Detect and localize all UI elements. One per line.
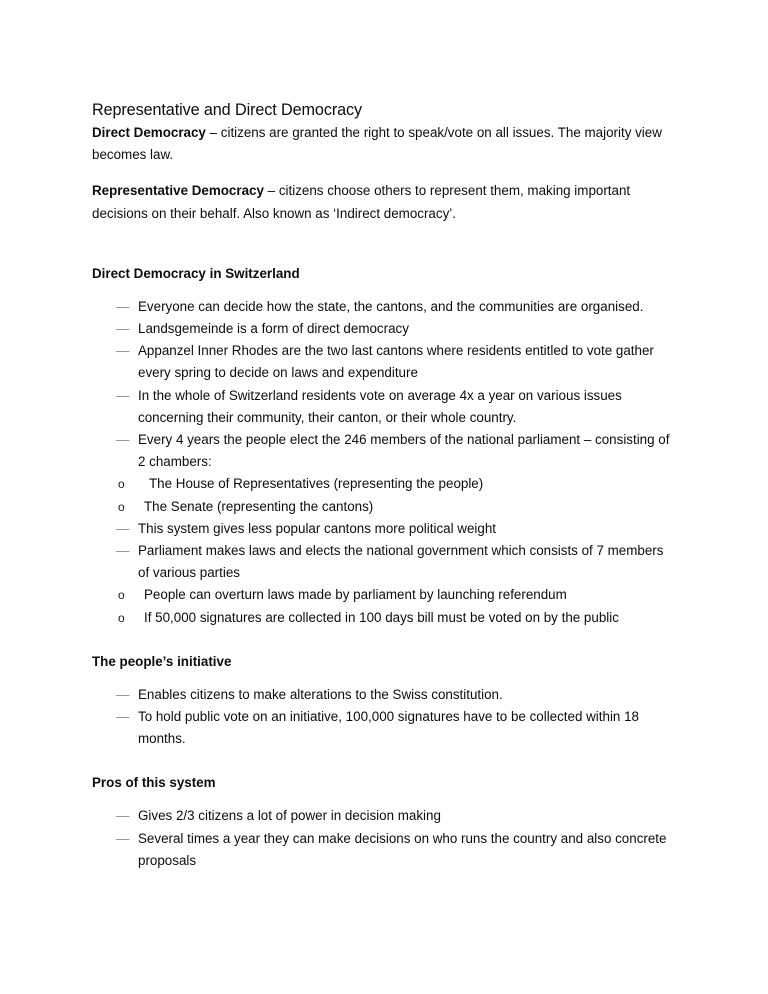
dash-bullet-icon: — — [116, 343, 130, 359]
list-item-text: Parliament makes laws and elects the national government which consists of 7 members of various parties — [138, 543, 664, 581]
bullet-list-peoples-initiative — [92, 684, 677, 751]
definition-direct-democracy — [92, 122, 677, 166]
document-body — [92, 99, 677, 872]
dash-bullet-icon: — — [116, 432, 130, 448]
definition-representative-democracy — [92, 180, 677, 224]
list-item-text: Every 4 years the people elect the 246 members of the national parliament – consisting of 2 chambers: — [138, 432, 670, 470]
list-item-text: Several times a year they can make decisions on who runs the country and also concrete proposals — [138, 830, 667, 868]
list-item-text: Appanzel Inner Rhodes are the two last cantons where residents entitled to vote gather every spring to decide on laws and expenditure — [138, 343, 654, 381]
list-item-text: Gives 2/3 citizens a lot of power in decision making — [138, 808, 441, 824]
list-item — [92, 429, 677, 473]
sub-list-item — [92, 473, 677, 495]
list-item — [92, 828, 677, 872]
circle-bullet-icon: o — [118, 610, 125, 625]
dash-bullet-icon: — — [116, 709, 130, 725]
dash-bullet-icon: — — [116, 543, 130, 559]
list-item — [92, 540, 677, 584]
circle-bullet-icon: o — [118, 499, 125, 514]
sub-list-item-text: People can overturn laws made by parliament by launching referendum — [144, 587, 567, 603]
list-item-text: In the whole of Switzerland residents vote on average 4x a year on various issues concerning their community, their canton, or their whole country. — [138, 387, 622, 425]
sub-list-item-text: If 50,000 signatures are collected in 100 days bill must be voted on by the public — [144, 609, 619, 625]
list-item — [92, 518, 677, 540]
section-heading-peoples-initiative: The people’s initiative — [92, 653, 232, 669]
list-item — [92, 296, 677, 318]
list-item-text: Landsgemeinde is a form of direct democracy — [138, 321, 409, 337]
list-item-text: Everyone can decide how the state, the cantons, and the communities are organised. — [138, 298, 644, 314]
list-item — [92, 385, 677, 429]
list-item — [92, 318, 677, 340]
sub-list-item — [92, 496, 677, 518]
dash-bullet-icon: — — [116, 321, 130, 337]
list-item-text: Enables citizens to make alterations to the Swiss constitution. — [138, 686, 503, 702]
bullet-list-switzerland — [92, 296, 677, 629]
bullet-list-pros — [92, 805, 677, 872]
section-heading-pros: Pros of this system — [92, 775, 216, 791]
sub-list-item — [92, 584, 677, 606]
dash-bullet-icon: — — [116, 520, 130, 536]
list-item — [92, 684, 677, 706]
sub-list-item — [92, 607, 677, 629]
sub-bullet-list-chambers — [92, 473, 677, 517]
sub-list-item-text: The Senate (representing the cantons) — [144, 498, 374, 514]
dash-bullet-icon: — — [116, 387, 130, 403]
definition-text: – citizens are granted the right to speak/vote on all issues. The majority view becomes law. — [92, 125, 662, 163]
dash-bullet-icon: — — [116, 686, 130, 702]
circle-bullet-icon: o — [118, 588, 125, 603]
definition-term: Representative Democracy — [92, 183, 264, 199]
sub-bullet-list-referendum — [92, 584, 677, 628]
definition-text: – citizens choose others to represent them, making important decisions on their behalf. Also known as ‘Indirect democracy’. — [92, 183, 631, 221]
list-item-text: This system gives less popular cantons more political weight — [138, 520, 496, 536]
section-heading-switzerland: Direct Democracy in Switzerland — [92, 265, 300, 281]
circle-bullet-icon: o — [118, 477, 125, 492]
list-item — [92, 340, 677, 384]
list-item — [92, 706, 677, 750]
sub-list-item-text: The House of Representatives (representing the people) — [149, 476, 484, 492]
page-title: Representative and Direct Democracy — [92, 101, 363, 119]
list-item-text: To hold public vote on an initiative, 100,000 signatures have to be collected within 18 months. — [138, 709, 639, 747]
list-item — [92, 805, 677, 827]
dash-bullet-icon: — — [116, 808, 130, 824]
definition-term: Direct Democracy — [92, 125, 206, 140]
dash-bullet-icon: — — [116, 298, 130, 314]
dash-bullet-icon: — — [116, 830, 130, 846]
